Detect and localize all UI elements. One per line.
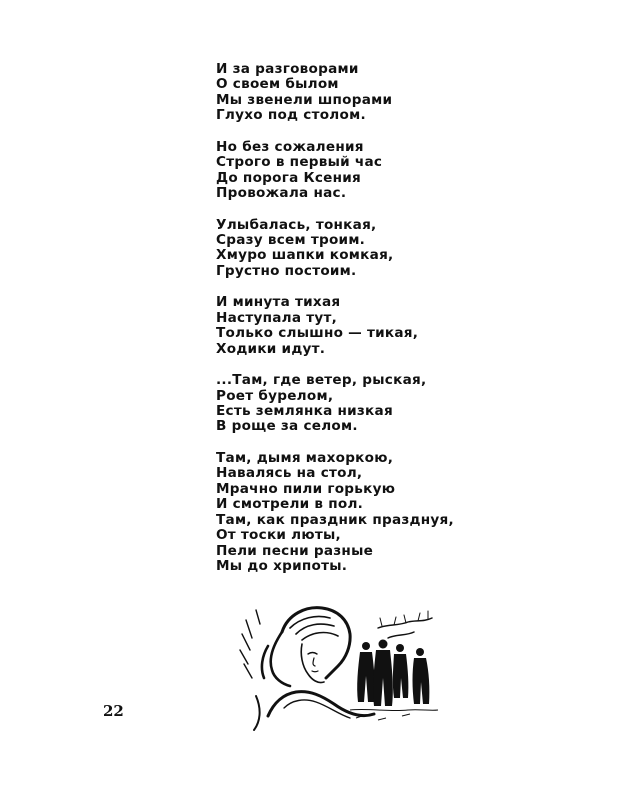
- eye: [308, 653, 317, 655]
- chin-line: [254, 696, 260, 730]
- poem-line: Мы звенели шпорами: [216, 91, 393, 108]
- hair-outline: [282, 608, 350, 678]
- soldier-silhouettes: [357, 640, 429, 707]
- nose: [313, 658, 315, 666]
- poem-line: Провожала нас.: [216, 185, 347, 202]
- poem-line: Ходики идут.: [216, 340, 326, 357]
- poem-line: Там, дымя махоркою,: [216, 450, 394, 467]
- poem-line: Грустно постоим.: [216, 262, 357, 279]
- poem-line: Пели песни разные: [216, 542, 374, 559]
- poem-line: В роще за селом.: [216, 418, 358, 435]
- poem-line: Только слышно — тикая,: [216, 325, 419, 342]
- poem-line: И минута тихая: [216, 294, 341, 311]
- poem-line: И смотрели в пол.: [216, 496, 364, 513]
- poem-line: О своем былом: [216, 76, 339, 93]
- poem-line: И за разговорами: [216, 61, 359, 77]
- stanza: [216, 373, 536, 435]
- ink-illustration: [238, 598, 442, 736]
- shawl-hatching: [240, 610, 260, 678]
- poem-line: Мрачно пили горькую: [216, 480, 396, 497]
- poem-line: Наступала тут,: [216, 309, 338, 326]
- page-number: 22: [103, 702, 124, 720]
- poem-line: Глухо под столом.: [216, 107, 366, 124]
- stanza: [216, 451, 536, 574]
- poem-line: До порога Ксения: [216, 169, 362, 186]
- stanza: [216, 140, 536, 202]
- poem: [216, 62, 536, 574]
- poem-line: Там, как праздник празднуя,: [216, 511, 454, 528]
- stanza: [216, 218, 536, 280]
- poem-line: Сразу всем троим.: [216, 232, 366, 249]
- poem-line: Роет бурелом,: [216, 387, 334, 404]
- stanza: [216, 62, 536, 124]
- poem-line: От тоски люты,: [216, 527, 341, 544]
- poem-line: Мы до хрипоты.: [216, 557, 348, 574]
- hair-strands: [290, 616, 338, 640]
- poem-line: Хмуро шапки комкая,: [216, 247, 394, 264]
- poem-line: Строго в первый час: [216, 154, 383, 171]
- poem-line: Улыбалась, тонкая,: [216, 216, 377, 233]
- stanza: [216, 295, 536, 357]
- shawl: [262, 632, 290, 686]
- poem-line: Навалясь на стол,: [216, 465, 363, 482]
- mouth: [312, 671, 318, 672]
- poem-line: Есть землянка низкая: [216, 403, 393, 420]
- poem-line: ...Там, где ветер, рыская,: [216, 372, 427, 389]
- poem-line: Но без сожаления: [216, 138, 364, 155]
